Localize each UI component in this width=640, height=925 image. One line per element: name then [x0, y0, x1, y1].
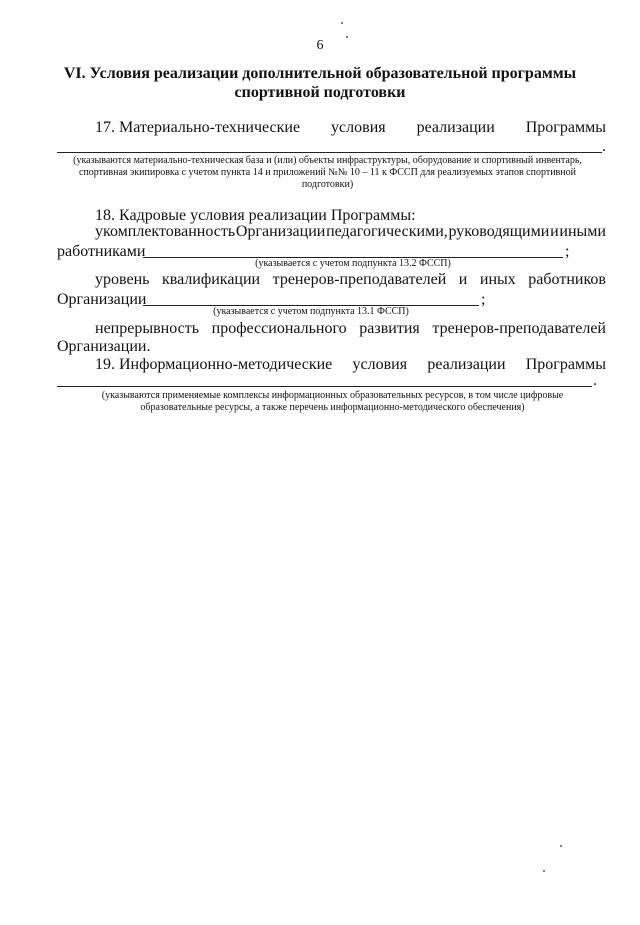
item18-qualification-line — [95, 270, 606, 290]
item17-end-mark: . — [602, 138, 606, 155]
scan-speck — [543, 870, 545, 872]
staffing-word: Организации — [235, 223, 326, 240]
section-title-line1: VI. Условия реализации дополнительной образовательной программы — [63, 65, 577, 82]
qualification-word: иных — [479, 271, 516, 288]
qualification-end-mark: ; — [481, 291, 486, 308]
item19-note: (указываются применяемые комплексы информационных образовательных ресурсов, в том числе цифровые образовательные ресурсы, а также перечень информационно-методического обеспечения) — [101, 390, 564, 413]
staffing-word: и — [550, 223, 559, 240]
staffing-word: педагогическими, — [326, 223, 448, 240]
item18-heading: 18. Кадровые условия реализации Программы: — [95, 207, 416, 224]
item17-line — [95, 118, 606, 138]
scan-speck — [341, 22, 343, 24]
item18-development-line — [95, 319, 606, 339]
staffing-end-mark: ; — [565, 243, 570, 260]
qualification-word: тренеров-преподавателей — [272, 271, 447, 288]
qualification-word: квалификации — [161, 271, 261, 288]
item19-fill-line — [57, 386, 592, 387]
development-line2: Организации. — [57, 338, 151, 355]
development-word: непрерывность — [95, 320, 199, 337]
section-title-line2: спортивной подготовки — [234, 84, 406, 101]
item19-word: реализации — [427, 356, 506, 373]
item19-word: условия — [352, 356, 408, 373]
item18-staffing-line — [95, 222, 606, 242]
development-word: развития — [359, 320, 420, 337]
item19-word: 19. Информационно-методические — [95, 356, 333, 373]
item17-word: 17. Материально-технические — [95, 119, 301, 136]
qualification-note: (указывается с учетом подпункта 13.1 ФССП) — [213, 306, 409, 317]
item19-end-mark: . — [593, 372, 597, 389]
item17-word: реализации — [416, 119, 495, 136]
item17-word: условия — [331, 119, 386, 136]
item17-note: (указываются материально-техническая база и (или) объекты инфраструктуры, оборудование и спортивный инвентарь, спортивная экипировка с учетом пункта 14 и приложений №№ 10 – 11 к ФССП для реализуемых этапов спортивной подготовки) — [73, 155, 582, 190]
qualification-word: уровень — [95, 271, 150, 288]
page-number: 6 — [316, 38, 324, 53]
staffing-line2: работниками — [57, 243, 146, 260]
qualification-line2: Организации — [57, 291, 147, 308]
item19-word: Программы — [525, 356, 606, 373]
development-word: тренеров-преподавателей — [432, 320, 606, 337]
section-title — [40, 64, 600, 102]
staffing-word: руководящими — [448, 223, 550, 240]
item19-line — [95, 355, 606, 375]
item17-fill-line — [57, 152, 602, 153]
staffing-word: укомплектованность — [95, 223, 236, 240]
qualification-word: работников — [528, 271, 606, 288]
scan-speck — [560, 845, 562, 847]
staffing-note: (указывается с учетом подпункта 13.2 ФССП) — [255, 258, 451, 269]
qualification-word: и — [458, 271, 468, 288]
staffing-word: иными — [559, 223, 606, 240]
item17-word: Программы — [525, 119, 606, 136]
development-word: профессионального — [211, 320, 347, 337]
